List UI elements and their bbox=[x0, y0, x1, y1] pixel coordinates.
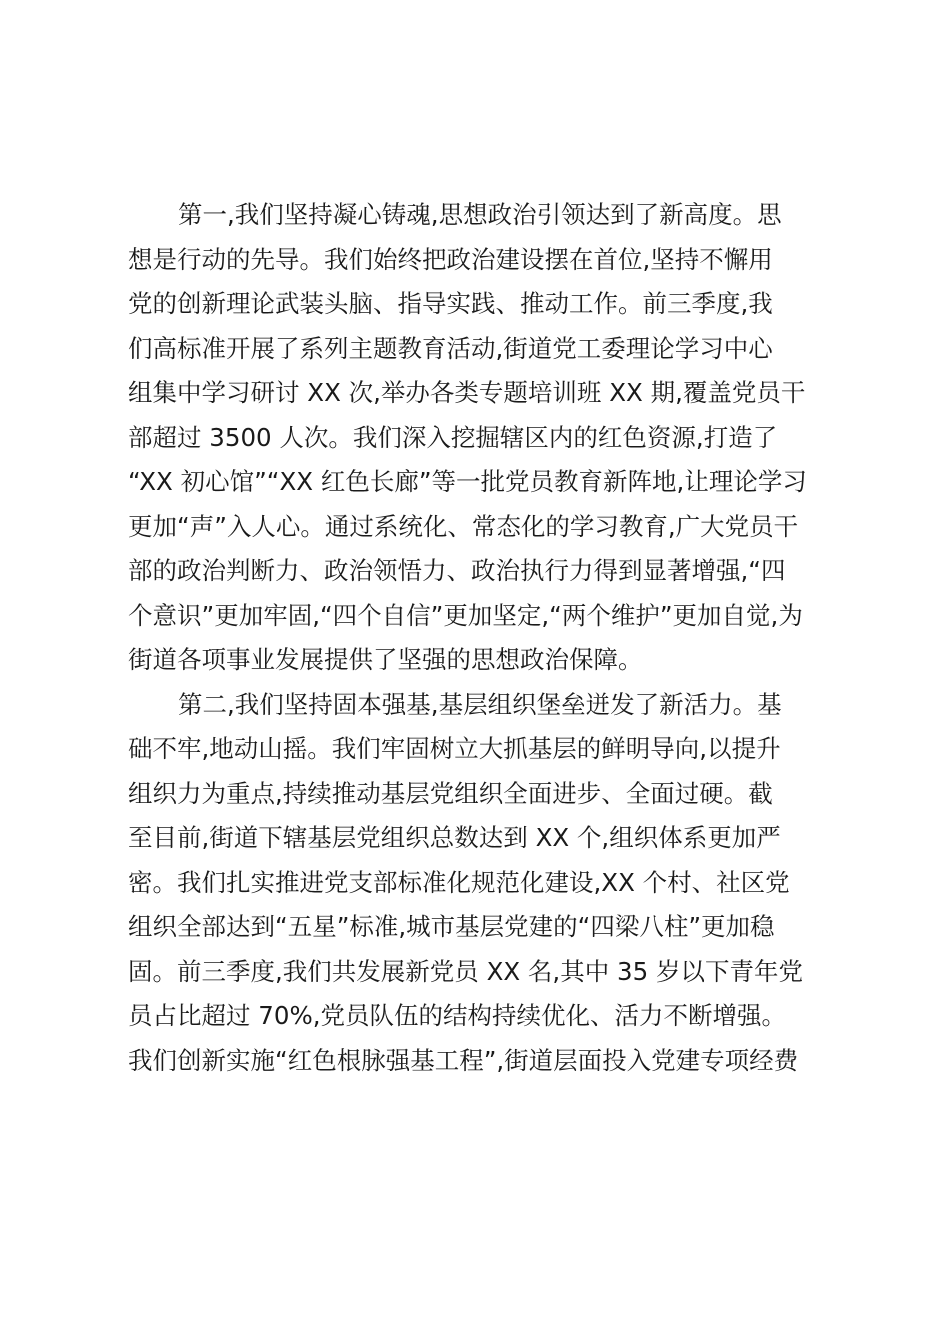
text-line: 我们创新实施“红色根脉强基工程”,街道层面投入党建专项经费 bbox=[128, 1045, 799, 1075]
text-line: 更加“声”入人心。通过系统化、常态化的学习教育,广大党员干 bbox=[128, 511, 799, 541]
text-line: 们高标准开展了系列主题教育活动,街道党工委理论学习中心 bbox=[128, 333, 773, 363]
text-line: 个意识”更加牢固,“四个自信”更加坚定,“两个维护”更加自觉,为 bbox=[128, 600, 803, 630]
text-line: 部超过 3500 人次。我们深入挖掘辖区内的红色资源,打造了 bbox=[128, 422, 778, 452]
text-line: 党的创新理论武装头脑、指导实践、推动工作。前三季度,我 bbox=[128, 289, 773, 318]
paragraph-2 bbox=[128, 683, 828, 1084]
text-line: 组集中学习研讨 XX 次,举办各类专题培训班 XX 期,覆盖党员干 bbox=[128, 378, 806, 407]
text-line: 想是行动的先导。我们始终把政治建设摆在首位,坚持不懈用 bbox=[128, 244, 773, 274]
text-line: 至目前,街道下辖基层党组织总数达到 XX 个,组织体系更加严 bbox=[128, 823, 781, 852]
text-line: 组织力为重点,持续推动基层党组织全面进步、全面过硬。截 bbox=[128, 778, 773, 808]
text-line: “XX 初心馆”“XX 红色长廊”等一批党员教育新阵地,让理论学习 bbox=[128, 467, 807, 496]
text-line: 员占比超过 70%,党员队伍的结构持续优化、活力不断增强。 bbox=[128, 1001, 787, 1030]
paragraph-1 bbox=[128, 193, 828, 683]
text-line: 础不牢,地动山摇。我们牢固树立大抓基层的鲜明导向,以提升 bbox=[128, 734, 781, 763]
text-line: 固。前三季度,我们共发展新党员 XX 名,其中 35 岁以下青年党 bbox=[128, 956, 803, 986]
text-line: 第一,我们坚持凝心铸魂,思想政治引领达到了新高度。思 bbox=[178, 200, 782, 229]
document-body bbox=[128, 193, 828, 1083]
text-line: 街道各项事业发展提供了坚强的思想政治保障。 bbox=[128, 645, 643, 674]
text-line: 部的政治判断力、政治领悟力、政治执行力得到显著增强,“四 bbox=[128, 556, 786, 585]
text-line: 密。我们扎实推进党支部标准化规范化建设,XX 个村、社区党 bbox=[128, 867, 790, 897]
text-line: 第二,我们坚持固本强基,基层组织堡垒迸发了新活力。基 bbox=[178, 689, 782, 719]
text-line: 组织全部达到“五星”标准,城市基层党建的“四梁八柱”更加稳 bbox=[128, 912, 775, 941]
